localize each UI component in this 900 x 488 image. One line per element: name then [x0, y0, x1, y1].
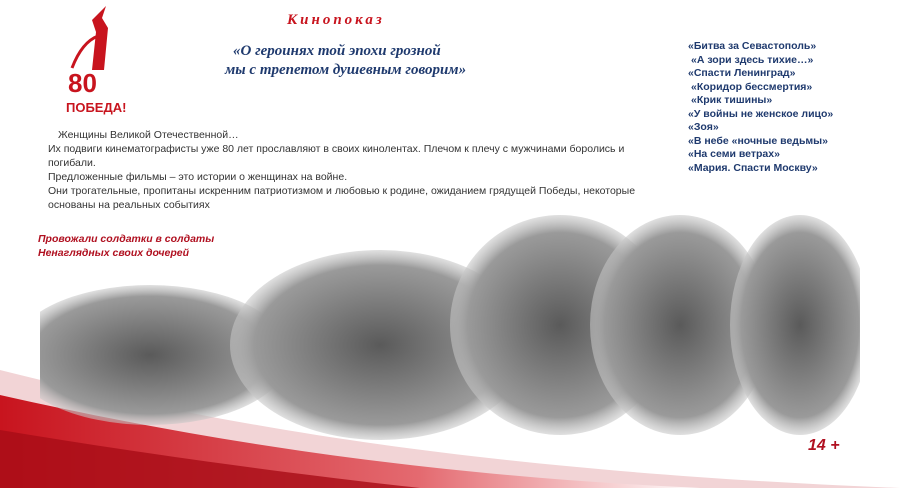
verse-line: Провожали солдатки в солдаты	[38, 233, 215, 245]
description	[48, 128, 638, 212]
film-item: «Мария. Спасти Москву»	[688, 161, 818, 174]
logo-word: ПОБЕДА!	[66, 100, 127, 115]
logo-number: 80	[68, 68, 97, 98]
photo-soldier-carrying	[730, 215, 860, 435]
film-item: «Зоя»	[688, 121, 719, 133]
film-item: «Крик тишины»	[691, 94, 773, 106]
film-item: «Битва за Севастополь»	[688, 40, 817, 52]
motherland-statue-icon	[62, 2, 132, 72]
epigraph	[225, 42, 466, 80]
age-rating: 14 +	[808, 437, 840, 454]
film-item: «У войны не женское лицо»	[688, 107, 834, 120]
film-item: «Спасти Ленинград»	[688, 67, 796, 79]
film-item: «На семи ветрах»	[688, 148, 780, 160]
verse-quote	[38, 232, 214, 260]
epigraph-line: «О героинях той эпохи грозной	[233, 43, 441, 59]
film-list	[688, 40, 833, 175]
verse-line: Ненаглядных своих дочерей	[38, 247, 189, 259]
description-paragraph: Предложенные фильмы – это истории о женщинах на войне.	[48, 171, 348, 183]
description-paragraph: Они трогательные, пропитаны искренним патриотизмом и любовью к родине, ожиданием грядущей Победы, некоторые основаны на реальных событиях	[48, 185, 636, 211]
page-title: Кинопоказ	[287, 12, 385, 28]
victory-80-logo	[62, 2, 132, 117]
description-paragraph: Их подвиги кинематографисты уже 80 лет прославляют в своих кинолентах. Плечом к плечу с мужчинами боролись и погибали.	[48, 143, 625, 169]
description-paragraph: Женщины Великой Отечественной…	[58, 129, 239, 141]
film-item: «Коридор бессмертия»	[691, 80, 813, 93]
film-item: «В небе «ночные ведьмы»	[688, 134, 828, 147]
epigraph-line: мы с трепетом душевным говорим»	[225, 62, 467, 78]
film-item: «А зори здесь тихие…»	[691, 53, 814, 66]
